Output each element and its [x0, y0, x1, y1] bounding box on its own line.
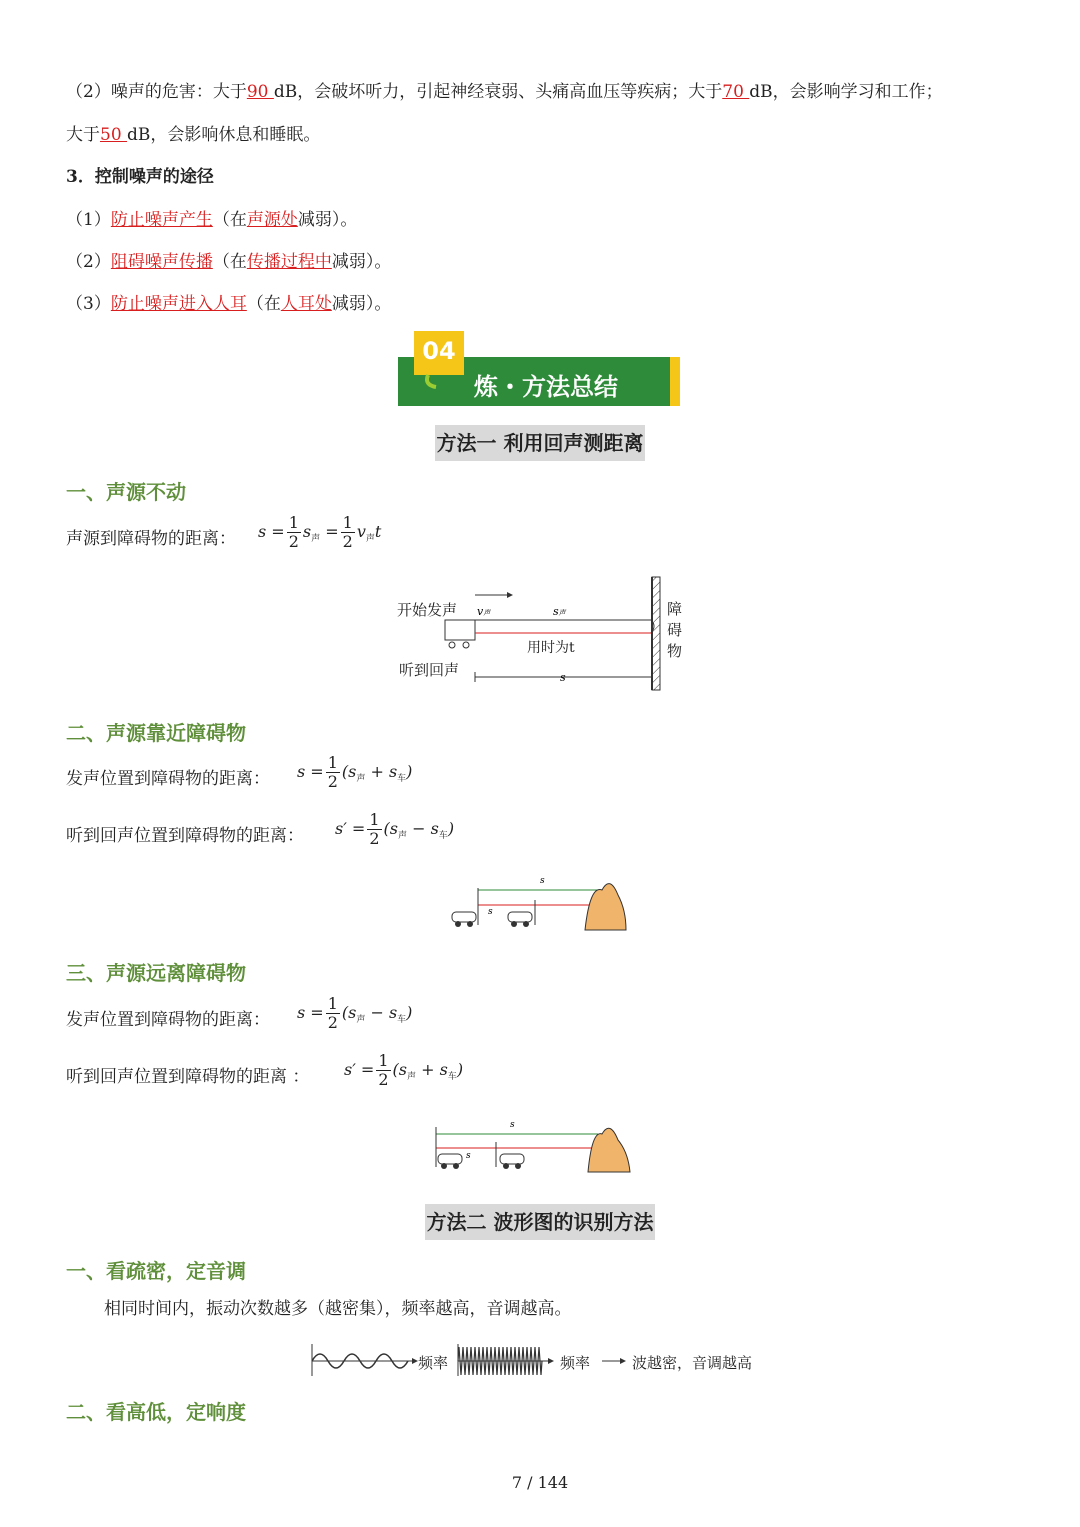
- wave-label-2: 频率: [560, 1354, 591, 1372]
- m1-sec3-heading: 三、声源远离障碍物: [66, 961, 246, 985]
- m2-sec2-heading: 二、看高低，定响度: [66, 1400, 246, 1424]
- diagram-start-label: 开始发声: [397, 601, 458, 619]
- echo-diagram-static: [395, 575, 695, 695]
- m2-sec1-text: 相同时间内，振动次数越多（越密集），频率越高，音调越高。: [104, 1299, 572, 1319]
- m1-sec2-label2: 听到回声位置到障碍物的距离：: [66, 826, 304, 846]
- svg-text:s: s: [488, 907, 493, 917]
- wave-label-1: 频率: [418, 1354, 449, 1372]
- control-heading: 3．控制噪声的途径: [66, 167, 214, 187]
- banner-number: 04: [422, 337, 456, 365]
- diagram-obstacle-label: 障 碍 物: [667, 600, 683, 660]
- formula-static: s = $\frac{1}{2}$ $s_声$ = $\frac{1}{2}$ $v_声t$: [258, 513, 382, 551]
- m1-sec1-label: 声源到障碍物的距离：: [66, 529, 236, 549]
- svg-text:s: s: [466, 1151, 471, 1161]
- svg-text:s声: s声: [553, 605, 566, 618]
- m1-sec3-label1: 发声位置到障碍物的距离：: [66, 1010, 270, 1030]
- banner-title: 炼・方法总结: [474, 373, 618, 401]
- svg-text:s: s: [510, 1120, 515, 1130]
- echo-diagram-approach: [440, 870, 640, 936]
- noise-harm-line2: 大于50 dB，会影响休息和睡眠。: [66, 125, 321, 145]
- control-item-2: （2）阻碍噪声传播（在传播过程中减弱）。: [66, 252, 392, 272]
- wave-result: 波越密，音调越高: [632, 1354, 753, 1372]
- m1-sec2-label1: 发声位置到障碍物的距离：: [66, 769, 270, 789]
- section-banner: [398, 331, 680, 406]
- formula-recede-1: s = $\frac{1}{2}$ $(s_声 - s_车)$: [297, 994, 413, 1032]
- formula-approach-1: s = $\frac{1}{2}$ $(s_声 + s_车)$: [297, 753, 413, 791]
- svg-text:v声: v声: [477, 605, 491, 618]
- echo-diagram-recede: [430, 1112, 640, 1178]
- waveform-diagram: [310, 1342, 780, 1380]
- control-item-3: （3）防止噪声进入人耳（在人耳处减弱）。: [66, 294, 392, 314]
- m1-sec1-heading: 一、声源不动: [66, 480, 186, 504]
- m1-sec2-heading: 二、声源靠近障碍物: [66, 721, 246, 745]
- method1-title: 方法一 利用回声测距离: [0, 427, 1080, 456]
- m1-sec3-label2: 听到回声位置到障碍物的距离 ：: [66, 1067, 310, 1087]
- m2-sec1-heading: 一、看疏密，定音调: [66, 1259, 246, 1283]
- noise-harm-line1: （2）噪声的危害：大于90 dB，会破坏听力，引起神经衰弱、头痛高血压等疾病；大于70 dB，会影响学习和工作；: [66, 82, 943, 102]
- formula-recede-2: s′ = $\frac{1}{2}$ $(s_声 + s_车)$: [344, 1051, 464, 1089]
- svg-text:s: s: [540, 876, 545, 886]
- formula-approach-2: s′ = $\frac{1}{2}$ $(s_声 - s_车)$: [335, 810, 455, 848]
- svg-text:s: s: [560, 671, 566, 684]
- page-number: 7 / 144: [511, 1473, 569, 1492]
- method2-title: 方法二 波形图的识别方法: [0, 1206, 1080, 1235]
- control-item-1: （1）防止噪声产生（在声源处减弱）。: [66, 210, 358, 230]
- diagram-hear-label: 听到回声: [399, 661, 460, 679]
- diagram-time-label: 用时为t: [527, 640, 575, 656]
